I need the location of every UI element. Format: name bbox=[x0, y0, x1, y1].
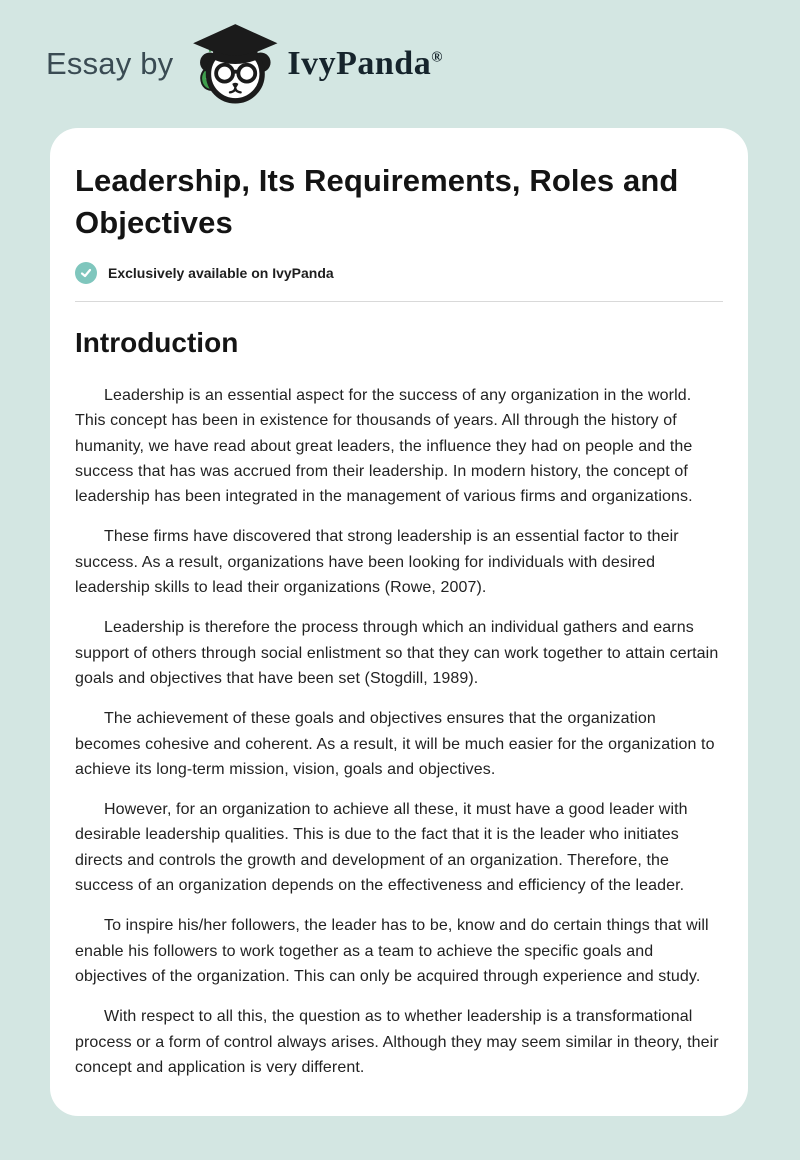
paragraph: To inspire his/her followers, the leader has to be, know and do certain things that will enable his followers to work together as a team to achieve the specific goals and objectives of the organization. This can only be acquired through experience and study. bbox=[75, 917, 709, 985]
paragraph: With respect to all this, the question as to whether leadership is a transformational process or a form of control always arises. Although they may seem similar in theory, their concept and application is very different. bbox=[75, 1008, 719, 1076]
brand-name: IvyPanda bbox=[287, 45, 432, 82]
divider bbox=[75, 301, 723, 302]
check-icon bbox=[75, 262, 97, 284]
section-heading-introduction: Introduction bbox=[75, 327, 239, 358]
paragraph: The achievement of these goals and objectives ensures that the organization becomes cohesive and coherent. As a result, it will be much easier for the organization to achieve its long-term mission, vision, goals and objectives. bbox=[75, 710, 715, 778]
paragraph: Leadership is an essential aspect for the success of any organization in the world. This concept has been in existence for thousands of years. All through the history of humanity, we have read about great leaders, the influence they had on people and the success that has was accrued from their leadership. In modern history, the concept of leadership has been integrated in the management of various firms and organizations. bbox=[75, 387, 693, 506]
availability-label: Exclusively available on IvyPanda bbox=[108, 265, 334, 281]
panda-graduate-icon bbox=[187, 22, 279, 106]
paragraph: Leadership is therefore the process through which an individual gathers and earns support of others through social enlistment so that they can work together to attain certain goals and objectives that have been set (Stogdill, 1989). bbox=[75, 619, 719, 687]
paragraph: However, for an organization to achieve all these, it must have a good leader with desirable leadership qualities. This is due to the fact that it is the leader who initiates directs and controls the growth and development of an organization. Therefore, the success of an organization depends on the effectiveness and efficiency of the leader. bbox=[75, 801, 688, 895]
essay-card bbox=[50, 128, 748, 1116]
essay-title: Leadership, Its Requirements, Roles and Objectives bbox=[75, 163, 679, 240]
brand-wordmark bbox=[287, 45, 443, 83]
registered-mark: ® bbox=[431, 49, 443, 66]
site-header bbox=[0, 0, 800, 128]
essay-body bbox=[75, 383, 723, 1080]
essay-by-label: Essay by bbox=[46, 46, 174, 81]
paragraph: These firms have discovered that strong leadership is an essential factor to their success. As a result, organizations have been looking for individuals with desired leadership skills to lead their organizations (Rowe, 2007). bbox=[75, 528, 679, 597]
availability-badge bbox=[75, 262, 723, 284]
